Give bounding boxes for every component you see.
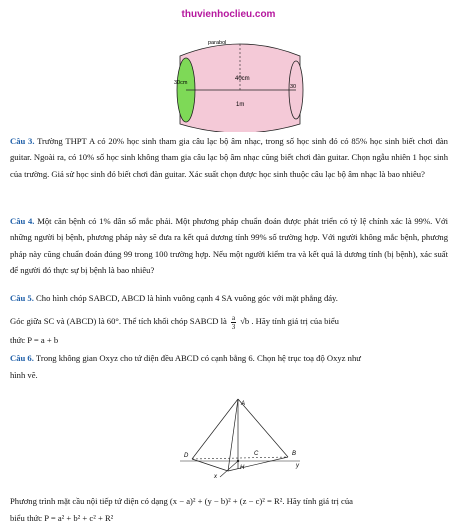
fraction-numerator: a [231,313,236,322]
question-5 [10,290,448,306]
question-6-title: Câu 6. [10,353,34,363]
question-5-line2a: Góc giữa SC và (ABCD) là 60°. Thể tích khối chóp SABCD là [10,316,227,326]
question-6-line1: Trong không gian Oxyz cho tứ diện đều ABCD có cạnh bằng 6. Chọn hệ trục toạ độ Oxyz như [35,353,361,363]
site-watermark: thuvienhoclieu.com [181,9,276,20]
question-4-text: Một căn bệnh có 1% dân số mắc phải. Một phương pháp chuẩn đoán được phát triển có tỷ lệ chính xác là 99%. Với những người bị bệnh, phương pháp này sẽ đưa ra kết quả dương tính 99% số trường hợp. Với người không mắc bệnh, phương pháp này cũng chuẩn đoán đúng 99 trong 100 trường hợp. Nếu một người kiểm tra và kết quả là dương tính (bị bệnh), xác suất để người đó thực sự bị bệnh là bao nhiêu? [10,216,448,276]
closing-line2: biểu thức P = a² + b² + c² + R² [10,513,114,523]
fraction-denominator: 3 [231,322,236,331]
question-5-line3: thức P = a + b [10,335,59,345]
radius-40-label: 40cm [235,76,250,82]
question-5-title: Câu 5. [10,293,34,303]
question-3-text: Trường THPT A có 20% học sinh tham gia câu lạc bộ âm nhạc, trong số học sinh đó có 85% học sinh biết chơi đàn guitar. Ngoài ra, có 10% số học sinh không tham gia câu lạc bộ âm nhạc cũng biết chơi đàn guitar. Chọn ngẫu nhiên 1 học sinh của trường. Giả sử học sinh đó biết chơi đàn guitar. Xác suất chọn được học sinh thuộc câu lạc bộ âm nhạc là bao nhiêu? [10,136,448,179]
label-C: C [254,451,259,457]
question-4-title: Câu 4. [10,216,35,226]
question-5-line2b: √b . Hãy tính giá trị của biểu [240,316,339,326]
label-x: x [214,474,217,480]
label-D: D [184,453,189,459]
question-3 [10,133,448,182]
closing-line1: Phương trình mặt cầu nội tiếp tứ diện có dạng (x − a)² + (y − b)² + (z − c)² = R². Hãy tính giá trị của [10,496,353,506]
label-A: A [241,401,246,407]
tetrahedron-figure [170,395,305,480]
label-y: y [296,463,299,469]
parabol-label: parabol [208,40,227,46]
question-6 [10,350,448,366]
label-H: H [240,465,245,471]
label-B: B [292,451,297,457]
question-5-line2 [10,313,448,331]
question-5-line1: Cho hình chóp SABCD, ABCD là hình vuông cạnh 4 SA vuông góc với mặt phẳng đáy. [36,293,338,303]
right-30-label: 30 [290,84,297,90]
length-1m-label: 1m [236,102,245,108]
question-4 [10,213,448,279]
barrel-figure [160,36,320,132]
question-3-title: Câu 3. [10,136,35,146]
radius-30-label: 30cm [174,80,188,86]
question-6-line2: hình vẽ. [10,370,38,380]
volume-fraction [231,314,236,331]
